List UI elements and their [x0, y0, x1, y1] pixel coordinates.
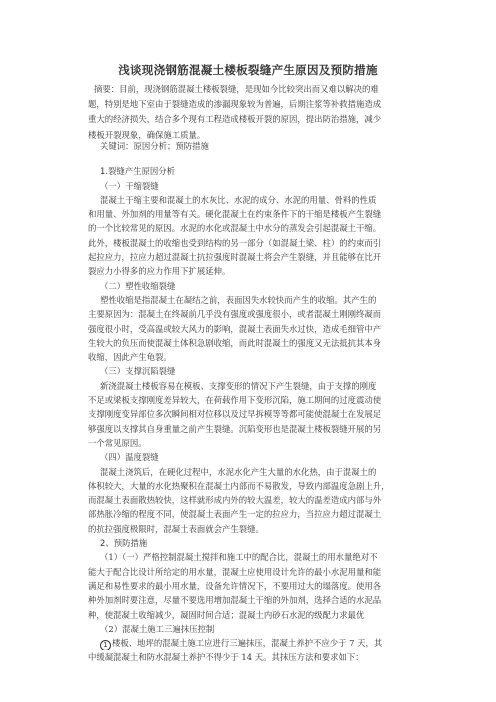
body-line-text: 起拉应力，拉应力超过混凝土抗拉强度时混凝土将会产生裂缝，并且能够在比开 [88, 252, 382, 263]
body-line-text: 的抗拉强度极限时，混凝土表面就会产生裂缝。 [88, 523, 264, 534]
section-heading [88, 164, 410, 178]
body-line [88, 465, 410, 479]
body-line-text: 能大于配合比设计所给定的用水量，混凝土应使用设计允许的最小水泥用量和能 [88, 566, 382, 577]
circled-number-icon: 1 [100, 640, 111, 650]
body-line [88, 322, 410, 336]
body-line [88, 422, 410, 436]
body-line [88, 593, 410, 607]
body-line-text: 而混凝土表面散热较快，这样就形成内外的较大温差，较大的温差造成内部与外 [88, 495, 382, 506]
body-line [88, 636, 410, 650]
body-line-text: 不足或梁板支撑刚度差异较大，在荷载作用下变形沉陷，施工期间的过度震动使 [88, 395, 382, 406]
body-line-text: （二）塑性收缩裂缝 [100, 280, 176, 291]
body-line [88, 293, 410, 307]
body-line [88, 608, 410, 622]
body-line-text: 支撑刚度变异部位多次瞬间相对位移以及过早拆模等等都可能使混凝土在发展足 [88, 409, 382, 420]
body-line [88, 350, 410, 364]
body-line-text: 部热胀冷缩的程度不同，使混凝土表面产生一定的拉应力，当拉应力超过混凝土 [88, 509, 382, 520]
body-line [88, 193, 410, 207]
body-line [88, 221, 410, 235]
body-line-text: 中缓凝混凝土和防水混凝土养护不得少于 14 天。其抹压方法和要求如下： [88, 652, 364, 663]
body-line [88, 279, 410, 293]
body-line-text: 主要原因为：混凝土在终凝前几乎没有强度或强度很小，或者混凝土刚刚终凝而 [88, 309, 382, 320]
document-body [88, 150, 410, 665]
body-line-text: 混凝土浇筑后，在硬化过程中，水泥水化产生大量的水化热，由于混凝土的 [100, 466, 377, 477]
body-line [88, 379, 410, 393]
body-line [88, 450, 410, 464]
body-line [88, 336, 410, 350]
body-line-text: 体积较大，大量的水化热聚积在混凝土内部而不易散发，导致内部温度急剧上升， [88, 480, 390, 491]
body-line [88, 579, 410, 593]
body-line-text: 生较大的负压而使混凝土体积急剧收缩，而此时混凝土的强度又无法抵抗其本身 [88, 337, 382, 348]
abstract-line: 摘要：目前，现浇钢筋混凝土楼板裂缝，是现如今比较突出而又难以解决的难 [94, 84, 379, 94]
body-line-text: 和用量、外加剂的用量等有关。硬化混凝土在约束条件下的干缩是楼板产生裂缝 [88, 209, 382, 220]
body-line-text: 2、预防措施 [100, 538, 148, 549]
abstract-line: 楼板开裂现象，确保施工质量。 [88, 129, 206, 140]
body-line-text: 1.裂缝产生原因分析 [100, 166, 175, 177]
body-line-text: 塑性收缩是指混凝土在凝结之前，表面因失水较快而产生的收缩。其产生的 [100, 294, 377, 305]
body-line-text: 裂应力小得多的应力作用下扩展延伸。 [88, 266, 231, 277]
body-line-text: 新浇混凝土楼板容易在模板、支撑变形的情况下产生裂缝，由于支撑的刚度 [100, 380, 377, 391]
section-heading [88, 536, 410, 550]
body-line-text: 收缩，因此产生龟裂。 [88, 352, 172, 363]
body-line [88, 407, 410, 421]
body-line [88, 364, 410, 378]
body-line [88, 522, 410, 536]
body-line [88, 507, 410, 521]
body-line-text: （2）混凝土施工三遍抹压控制 [100, 623, 215, 634]
body-line-text: （一）干缩裂缝 [100, 180, 159, 191]
body-line [88, 393, 410, 407]
abstract-line: 重大的经济损失，结合多个现有工程造成楼板开裂的原因，提出防治措施，减少 [88, 114, 382, 125]
body-line [88, 493, 410, 507]
abstract-line: 题，特别是地下室由于裂缝造成的渗漏现象较为普遍，后期注浆等补救措施造成 [88, 99, 382, 110]
body-line-text: 种外加剂时要注意，尽量不要选用增加混凝土干缩的外加剂，选择合适的水泥品 [88, 595, 382, 606]
body-line [88, 150, 410, 164]
body-line [88, 622, 410, 636]
body-line-text: 的一个比较常见的原因。水泥的水化或混凝土中水分的蒸发会引起混凝土干缩。 [88, 223, 382, 234]
body-line-text: 楼板、地坪的混凝土施工应进行三遍抹压，混凝土养护不应少于 7 天，其 [112, 638, 383, 649]
body-line [88, 207, 410, 221]
body-line-text: 强度很小时，受高温或较大风力的影响，混凝土表面失水过快，造成毛细管中产 [88, 323, 382, 334]
body-line [88, 436, 410, 450]
body-line [88, 179, 410, 193]
body-line [88, 565, 410, 579]
abstract [88, 82, 410, 143]
body-line-text: 此外，楼板混凝土的收缩也受到结构的另一部分（如混凝土梁、柱）的约束而引 [88, 237, 382, 248]
body-line-text: 够强度以支撑其自身重量之前产生裂缝。沉陷变形也是混凝土楼板裂缝开展的另 [88, 423, 382, 434]
body-line-text: 一个常见原因。 [88, 437, 147, 448]
body-line-text: 混凝土干缩主要和混凝土的水灰比、水泥的成分、水泥的用量、骨料的性质 [100, 194, 377, 205]
body-line [88, 550, 410, 564]
document-title: 浅谈现浇钢筋混凝土楼板裂缝产生原因及预防措施 [118, 63, 378, 77]
keywords: 关键词：原因分析；预防措施 [100, 141, 209, 151]
body-line [88, 650, 410, 664]
body-line-text: （四）温度裂缝 [100, 452, 159, 463]
body-line-text: 满足和易性要求的最小用水量，设备允许情况下，不要用过大的塌落度。使用各 [88, 580, 382, 591]
body-line-text: （1）（一）严格控制混凝土搅拌和施工中的配合比，混凝土的用水量绝对不 [100, 552, 378, 563]
body-line [88, 250, 410, 264]
body-line [88, 479, 410, 493]
body-line [88, 307, 410, 321]
body-line [88, 236, 410, 250]
body-line-text: 种，使混凝土收缩减少，凝固时间合适；混凝土内砂石水泥的级配力求最优 [88, 609, 365, 620]
body-line [88, 264, 410, 278]
body-line-text: （三）支撑沉陷裂缝 [100, 366, 176, 377]
